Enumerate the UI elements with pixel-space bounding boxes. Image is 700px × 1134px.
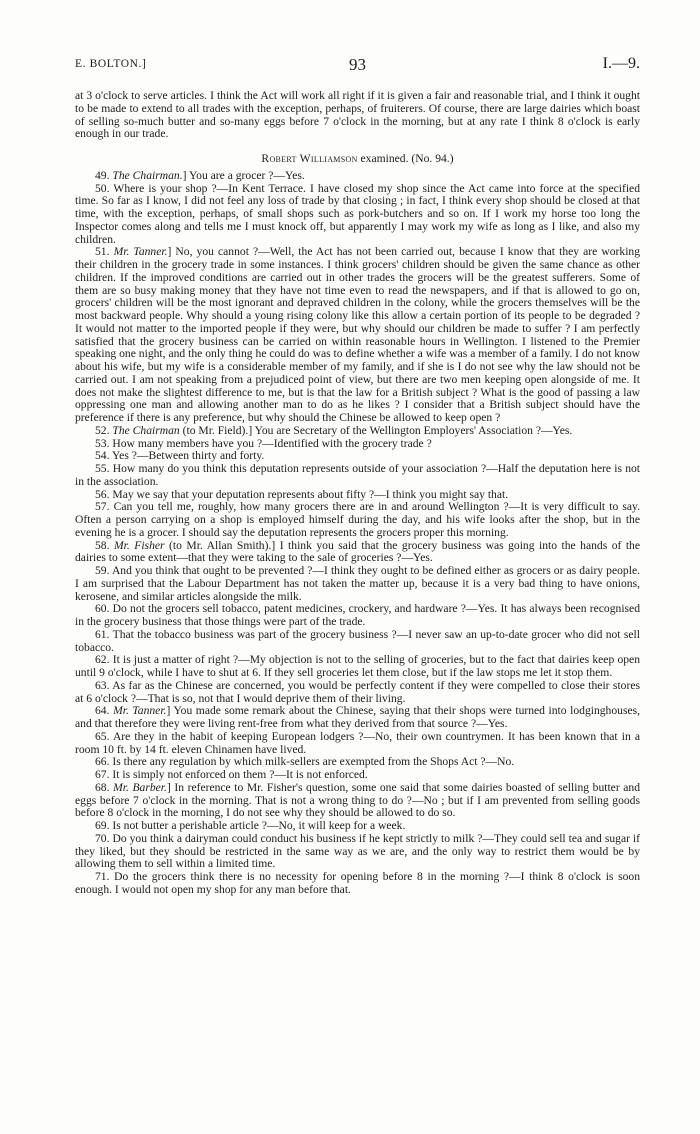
paragraph-number: 62. xyxy=(95,653,113,667)
paragraph-text: Do not the grocers sell tobacco, patent medicines, crockery, and hardware ?—Yes. It has always been recognised in the grocery business that those things were part of the trade. xyxy=(75,602,640,628)
qa-paragraph xyxy=(75,871,640,897)
paragraph-number: 64. xyxy=(95,704,114,718)
paragraph-number: 65. xyxy=(95,729,113,743)
paragraph-number: 54. xyxy=(95,449,112,463)
paragraph-text: As far as the Chinese are concerned, you would be perfectly content if they were compelled to close their stores at 6 o'clock ?—That is so, not that I would deprive them of their living. xyxy=(75,678,640,705)
opening-paragraph: at 3 o'clock to serve articles. I think the Act will work all right if it is given a fair and reasonable trial, and I think it ought to be made to extend to all trades with the exception, perhaps, of fruiterers. Of course, there are large dairies which boast of selling so-much butter and so-many eggs before 7 o'clock in the morning, but at any rate I think 8 o'clock is early enough in our trade. xyxy=(75,89,640,141)
paragraph-number: 59. xyxy=(95,564,112,577)
question-answer-list xyxy=(75,170,640,897)
paragraph-text: Can you tell me, roughly, how many grocers there are in and around Wellington ?—It is very difficult to say. Often a person carrying on a shop is employed himself during the day, and his wife looks after the shop, but in the evening he is a grocer. I should say the deputation represents the grocers proper this morning. xyxy=(75,500,640,539)
qa-paragraph xyxy=(75,731,640,757)
paragraph-text: ] No, you cannot ?—Well, the Act has not been carried out, because I know that they are working their children in the grocery trade in some instances. I think grocers' children should be given the same chance as other children. If the improved conditions are carried out in other trades the grocers will be the greatest sufferers. Some of them are so busy making money that they have not time even to read the newspapers, and if that is allowed to go on, grocers' children will be the most ignorant and depraved children in the colony, while the grocers themselves will be the most backward people. Why should a young rising colony like this allow a certain portion of its people to be degraded ? It would not matter to the imported people if they were, but why should our children be made to suffer ? I am perfectly satisfied that the grocery business can be carried on within reasonable hours in Wellington. I listened to the Premier speaking one night, and the only thing he could do was to define whether a wife was a member of a family. I do not know about his wife, but my wife is a considerable member of my family, and if she is I do not see why the law should not be carried out. I am not speaking from a prejudiced point of view, but there are two men keeping open alongside of me. It does not make the slightest difference to me, but is that the law for a British subject ? What is the good of passing a law oppressing one man and allowing another man to do as he likes ? I consider that a British subject should have the preference if there is any preference, but why should the Chinese be allowed to keep open ? xyxy=(75,245,641,424)
document-body xyxy=(75,90,640,897)
paragraph-number: 68. xyxy=(95,780,114,794)
document-reference: I.—9. xyxy=(602,55,640,72)
speaker-name: Mr. Tanner. xyxy=(113,245,168,259)
paragraph-number: 57. xyxy=(95,500,114,514)
paragraph-text: Yes ?—Between thirty and forty. xyxy=(111,449,265,463)
paragraph-number: 70. xyxy=(95,831,113,845)
qa-paragraph xyxy=(75,629,640,655)
witness-heading-name: Robert Williamson xyxy=(261,152,358,165)
qa-paragraph xyxy=(75,603,640,629)
qa-paragraph xyxy=(75,705,640,731)
paragraph-text: ] You made some remark about the Chinese, saying that their shops were turned into lodginghouses, and that therefore they were living rent-free from what they derived from that source ?—Yes. xyxy=(75,704,641,730)
paragraph-number: 52. xyxy=(95,423,113,437)
paragraph-text: Is there any regulation by which milk-sellers are exempted from the Shops Act ?—No. xyxy=(112,755,515,769)
paragraph-number: 56. xyxy=(95,487,113,501)
qa-paragraph xyxy=(75,654,640,680)
paragraph-number: 67. xyxy=(95,768,113,781)
paragraph-number: 58. xyxy=(95,538,114,552)
paragraph-text: Where is your shop ?—In Kent Terrace. I have closed my shop since the Act came into force at the specified time. So far as I know, I did not feel any loss of trade by that closing ; in fact, I think every shop should be closed at that time, with the exception, perhaps, of small shops such as pork-butchers and so on. If I work my horse too long the Inspector comes along and tells me I must knock off, but apparently I may work my wife as long as I like, and also my children. xyxy=(75,181,640,246)
speaker-name: Mr. Fisher xyxy=(113,538,165,552)
qa-paragraph xyxy=(75,565,640,603)
page-number: 93 xyxy=(349,55,366,74)
paragraph-text: ] You are a grocer ?—Yes. xyxy=(182,168,305,182)
paragraph-number: 53. xyxy=(95,436,113,450)
paragraph-text: That the tobacco business was part of the grocery business ?—I never saw an up-to-date grocer who did not sell tobacco. xyxy=(75,627,640,654)
paragraph-number: 49. xyxy=(95,168,113,182)
paragraph-number: 63. xyxy=(95,678,113,692)
paragraph-text: May we say that your deputation represents about fifty ?—I think you might say that. xyxy=(112,487,509,501)
qa-paragraph xyxy=(75,782,640,820)
paragraph-number: 51. xyxy=(95,245,114,259)
qa-paragraph xyxy=(75,501,640,539)
paragraph-text: Are they in the habit of keeping European lodgers ?—No, their own countrymen. It has been known that in a room 10 ft. by 14 ft. eleven Chinamen have lived. xyxy=(75,729,640,756)
paragraph-text: Is not butter a perishable article ?—No, it will keep for a week. xyxy=(112,819,406,832)
qa-paragraph xyxy=(75,463,640,489)
witness-heading-rest: examined. (No. 94.) xyxy=(357,152,454,165)
paragraph-number: 60. xyxy=(95,602,113,616)
paragraph-text: How many members have you ?—Identified with the grocery trade ? xyxy=(112,436,432,450)
paragraph-number: 50. xyxy=(95,181,114,195)
paragraph-number: 71. xyxy=(95,870,115,883)
speaker-name: Mr. Tanner. xyxy=(113,704,167,718)
paragraph-text: How many do you think this deputation represents outside of your association ?—Half the deputation here is not in the association. xyxy=(75,462,641,488)
paragraph-text: ] In reference to Mr. Fisher's question, some one said that some dairies boasted of selling butter and eggs before 7 o'clock in the morning. That is not a wrong thing to do ?—No ; but if I am prevented from selling goods before 8 o'clock in the morning, I do not see why they should be allowed to do so. xyxy=(75,780,641,820)
paragraph-text: And you think that ought to be prevented ?—I think they ought to be defined either as grocers or as dairy people. I am surprised that the Labour Department has not taken the matter up, because it is a very bad thing to have onions, kerosene, and similar articles alongside the milk. xyxy=(75,564,640,603)
speaker-name: Mr. Barber. xyxy=(113,780,167,794)
qa-paragraph xyxy=(75,246,640,425)
speaker-name: The Chairman xyxy=(112,423,180,437)
page-header xyxy=(75,56,640,76)
paragraph-text: Do the grocers think there is no necessity for opening before 8 in the morning ?—I think 8 o'clock is soon enough. I would not open my shop for any man before that. xyxy=(75,870,640,896)
qa-paragraph xyxy=(75,833,640,871)
paragraph-text: (to Mr. Field).] You are Secretary of the Wellington Employers' Association ?—Yes. xyxy=(179,423,573,437)
paragraph-number: 69. xyxy=(95,819,113,832)
paragraph-number: 55. xyxy=(95,462,113,475)
speaker-name: The Chairman. xyxy=(112,168,183,182)
paragraph-number: 61. xyxy=(95,627,113,641)
qa-paragraph xyxy=(75,540,640,566)
paragraph-number: 66. xyxy=(95,755,113,769)
qa-paragraph xyxy=(75,183,640,247)
paragraph-text: It is simply not enforced on them ?—It is not enforced. xyxy=(112,768,368,781)
witness-name: E. BOLTON.] xyxy=(75,58,147,70)
section-heading xyxy=(75,153,640,166)
qa-paragraph xyxy=(75,680,640,706)
paragraph-text: Do you think a dairyman could conduct his business if he kept strictly to milk ?—They could sell tea and sugar if they liked, but they should be restricted in the same way as we are, and the only way to restrict them would be by allowing them to sell within a limited time. xyxy=(75,831,641,871)
paragraph-text: (to Mr. Allan Smith).] I think you said that the grocery business was going into the hands of the dairies to some extent—that they were taking to the sale of groceries ?—Yes. xyxy=(75,538,641,565)
paragraph-text: It is just a matter of right ?—My objection is not to the selling of groceries, but to the fact that dairies keep open until 9 o'clock, while I have to shut at 6. If they sell groceries let them close, but if the law stops me let it stop them. xyxy=(75,653,640,679)
